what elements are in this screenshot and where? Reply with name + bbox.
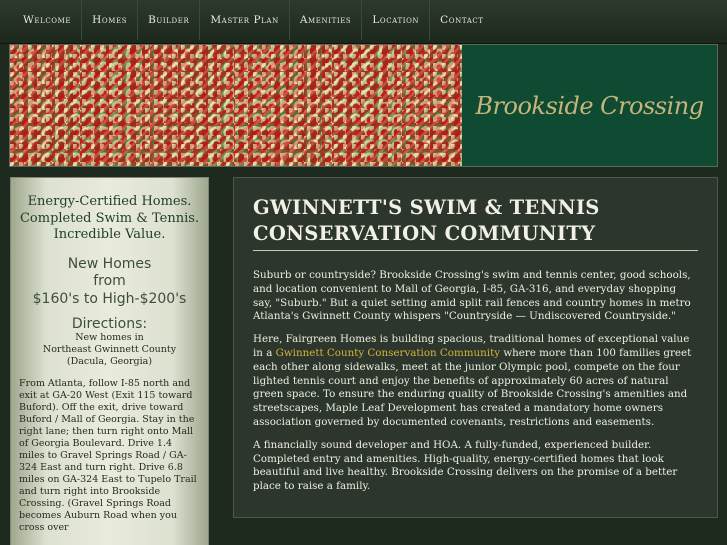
builder-text-start: Here, Fairgreen Homes is building spacious, traditional homes of exceptional value in a bbox=[253, 333, 690, 359]
location-line-3: (Dacula, Georgia) bbox=[66, 356, 153, 367]
header-banner bbox=[9, 44, 718, 167]
price-line-2: from bbox=[93, 273, 126, 289]
top-navigation bbox=[0, 0, 727, 44]
nav-contact[interactable]: Contact bbox=[440, 14, 484, 26]
nav-builder[interactable]: Builder bbox=[138, 0, 200, 40]
brand-logo bbox=[462, 45, 717, 166]
directions-title: Directions: bbox=[71, 316, 148, 332]
nav-location[interactable]: Location bbox=[362, 0, 430, 40]
headline-line-3: Incredible Value. bbox=[53, 227, 166, 242]
sidebar bbox=[10, 177, 209, 545]
directions-text: From Atlanta, follow I-85 north and exit at GA-20 West (Exit 115 toward Buford). Off the exit, drive toward Buford / Mall of Georgia. Stay in the right lane; then turn right onto Mall of Georgia Boulevard. Drive 1.4 miles to Gravel Springs Road / GA-324 East and turn right. Drive 6.8 miles on GA-324 East to Tupelo Trail and turn right into Brookside Crossing. (Gravel Springs Road becomes Auburn Road when you cross over bbox=[19, 378, 197, 533]
directions-location bbox=[19, 332, 200, 368]
location-line-2: Northeast Gwinnett County bbox=[42, 344, 177, 355]
sidebar-headline bbox=[19, 194, 200, 244]
builder-text-end: where more than 100 families greet each other along sidewalks, meet at the junior Olympic pool, compete on the four lighted tennis court and enjoy the benefits of approximately 60 acres of natural green space. To ensure the enduring quality of Brookside Crossing's amenities and streetscapes, Maple Leaf Development has created a mandatory home owners association governed by documented covenants, restrictions and easements. bbox=[253, 346, 692, 428]
brand-name: Brookside Crossing bbox=[475, 91, 704, 120]
nav-homes[interactable]: Homes bbox=[82, 0, 138, 40]
conservation-community-link[interactable]: Gwinnett County Conservation Community bbox=[275, 346, 501, 359]
main-content bbox=[233, 177, 718, 518]
price-line-3: $160's to High-$200's bbox=[32, 290, 187, 307]
location-line-1: New homes in bbox=[75, 332, 144, 343]
tulip-field-photo bbox=[10, 45, 462, 166]
nav-welcome[interactable]: Welcome bbox=[13, 0, 82, 40]
headline-line-2: Completed Swim & Tennis. bbox=[19, 210, 200, 226]
price-line-1: New Homes bbox=[67, 255, 152, 272]
sidebar-price bbox=[19, 256, 200, 309]
page-title: GWINNETT'S SWIM & TENNIS CONSERVATION COMMUNITY bbox=[253, 195, 698, 251]
builder-paragraph bbox=[253, 333, 698, 430]
headline-line-1: Energy-Certified Homes. bbox=[27, 194, 192, 209]
nav-master-plan[interactable]: Master Plan bbox=[200, 0, 289, 40]
closing-paragraph: A financially sound developer and HOA. A fully-funded, experienced builder. Completed entry and amenities. High-quality, energy-certified homes that look beautiful and live healthy. Brookside Crossing delivers on the promise of a better place to raise a family. bbox=[253, 438, 678, 493]
intro-paragraph: Suburb or countryside? Brookside Crossing's swim and tennis center, good schools, and location convenient to Mall of Georgia, I-85, GA-316, and everyday shopping say, "Suburb." But a quiet setting amid split rail fences and country homes in metro Atlanta's Gwinnett County whispers "Countryside — Undiscovered Countryside." bbox=[253, 269, 691, 323]
nav-amenities[interactable]: Amenities bbox=[290, 0, 363, 40]
